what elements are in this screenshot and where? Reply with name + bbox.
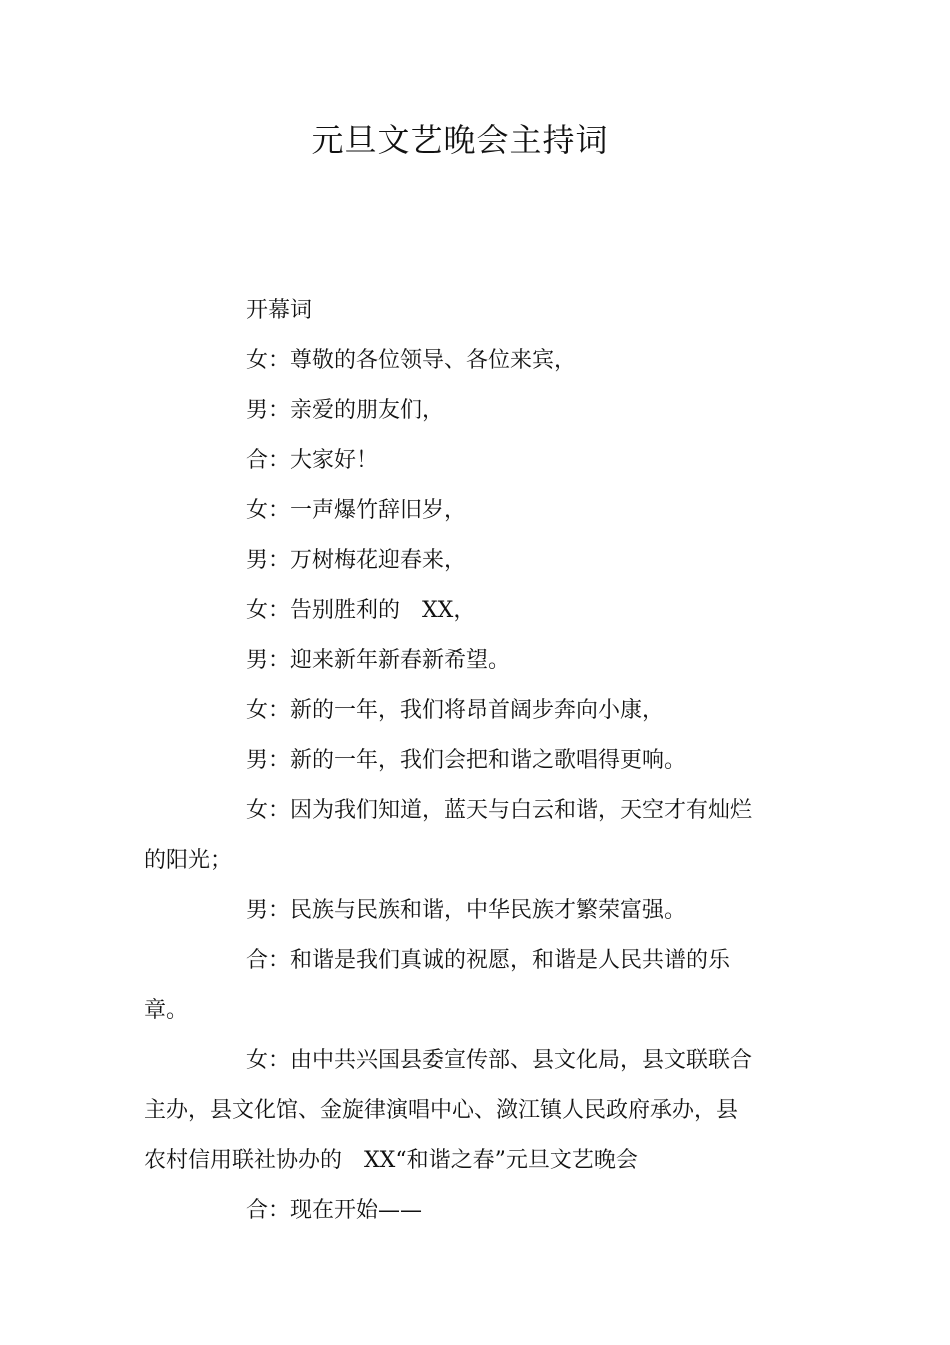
paragraph-line: 女：告别胜利的 XX， xyxy=(246,598,476,623)
paragraph-line: 女：一声爆竹辞旧岁， xyxy=(246,498,467,523)
paragraph-line: 女：因为我们知道，蓝天与白云和谐，天空才有灿烂的阳光； xyxy=(144,798,753,873)
paragraph-line: 男：亲爱的朋友们， xyxy=(246,398,445,423)
paragraph-line: 合：和谐是我们真诚的祝愿，和谐是人民共谱的乐章。 xyxy=(144,948,731,1023)
paragraph-line: 男：迎来新年新春新希望。 xyxy=(246,648,511,673)
paragraph-line: 男：万树梅花迎春来， xyxy=(246,548,467,573)
document-body xyxy=(144,286,784,1236)
paragraph-opening-heading: 开幕词 xyxy=(246,298,313,323)
paragraph-line: 合：现在开始—— xyxy=(246,1198,423,1223)
paragraph-line: 女：新的一年，我们将昂首阔步奔向小康， xyxy=(246,698,665,723)
paragraph-line: 男：新的一年，我们会把和谐之歌唱得更响。 xyxy=(246,748,687,773)
paragraph-line: 女：尊敬的各位领导、各位来宾， xyxy=(246,348,577,373)
paragraph-line: 合：大家好！ xyxy=(246,448,379,473)
paragraph-line: 女：由中共兴国县委宣传部、县文化局，县文联联合主办，县文化馆、金旋律演唱中心、潋江镇人民政府承办，县农村信用联社协办的 XX“和谐之春”元旦文艺晚会 xyxy=(144,1048,753,1173)
document-title: 元旦文艺晚会主持词 xyxy=(311,121,609,159)
paragraph-line: 男：民族与民族和谐，中华民族才繁荣富强。 xyxy=(246,898,687,923)
